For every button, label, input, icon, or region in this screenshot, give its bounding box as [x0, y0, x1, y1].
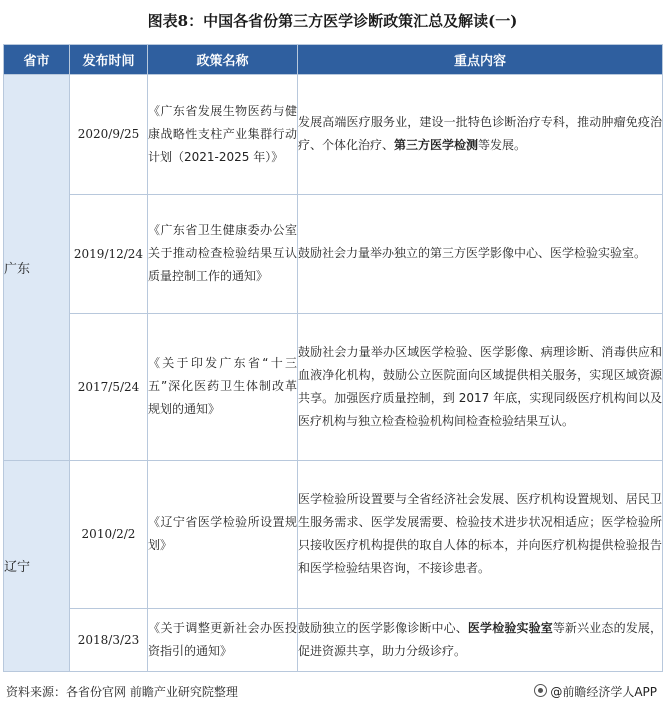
content-highlight: 医学检验实验室 [467, 620, 553, 635]
content-cell [298, 194, 663, 313]
header-content: 重点内容 [298, 45, 663, 75]
brand-text: @前瞻经济学人APP [550, 685, 657, 699]
policy-name-cell: 《关于印发广东省“十三五”深化医药卫生体制改革规划的通知》 [148, 313, 298, 460]
policy-table [3, 44, 663, 672]
brand-logo-icon [534, 684, 547, 697]
content-text: 鼓励社会力量举办独立的第三方医学影像中心、医学检验实验室。 [298, 246, 647, 261]
province-cell: 广东 [4, 75, 70, 461]
table-row [4, 75, 663, 195]
date-cell: 2018/3/23 [70, 608, 148, 671]
header-date: 发布时间 [70, 45, 148, 75]
province-cell: 辽宁 [4, 460, 70, 671]
table-row [4, 313, 663, 460]
content-cell [298, 608, 663, 671]
table-row [4, 608, 663, 671]
table-header-row [4, 45, 663, 75]
date-cell: 2010/2/2 [70, 460, 148, 608]
content-highlight: 第三方医学检测 [394, 138, 479, 153]
content-text-tail: 等新兴业态的发展，促进资源共享，助力分级诊疗。 [298, 620, 662, 658]
policy-name-cell: 《广东省发展生物医药与健康战略性支柱产业集群行动计划（2021-2025 年）》 [148, 75, 298, 195]
policy-name-cell: 《关于调整更新社会办医投资指引的通知》 [148, 608, 298, 671]
content-text-tail: 等发展。 [478, 138, 527, 153]
content-cell [298, 313, 663, 460]
brand-credit [534, 683, 657, 700]
policy-name-cell: 《广东省卫生健康委办公室关于推动检查检验结果互认质量控制工作的通知》 [148, 194, 298, 313]
chart-title: 图表8：中国各省份第三方医学诊断政策汇总及解读(一) [147, 12, 518, 30]
content-text: 鼓励独立的医学影像诊断中心、 [298, 620, 468, 635]
date-cell: 2019/12/24 [70, 194, 148, 313]
date-cell: 2020/9/25 [70, 75, 148, 195]
source-note: 资料来源：各省份官网 前瞻产业研究院整理 [6, 685, 238, 699]
table-row [4, 194, 663, 313]
policy-name-cell: 《辽宁省医学检验所设置规划》 [148, 460, 298, 608]
content-text: 医学检验所设置要与全省经济社会发展、医疗机构设置规划、居民卫生服务需求、医学发展需要、检验技术进步状况相适应；医学检验所只接收医疗机构提供的取自人体的标本，并向医疗机构提供检验报告和医学检验结果咨询，不接诊患者。 [298, 492, 662, 576]
content-cell [298, 460, 663, 608]
content-cell [298, 75, 663, 195]
header-name: 政策名称 [148, 45, 298, 75]
date-cell: 2017/5/24 [70, 313, 148, 460]
header-province: 省市 [4, 45, 70, 75]
content-text: 发展高端医疗服务业，建设一批特色诊断治疗专科，推动肿瘤免疫治疗、个体化治疗、 [298, 115, 662, 153]
table-row [4, 460, 663, 608]
content-text: 鼓励社会力量举办区域医学检验、医学影像、病理诊断、消毒供应和血液净化机构，鼓励公立医院面向区域提供相关服务，实现区域资源共享。加强医疗质量控制，到 2017 年底，实现同级医疗机构间以及医疗机构与独立检查检验机构间检查检验结果互认。 [298, 344, 662, 428]
